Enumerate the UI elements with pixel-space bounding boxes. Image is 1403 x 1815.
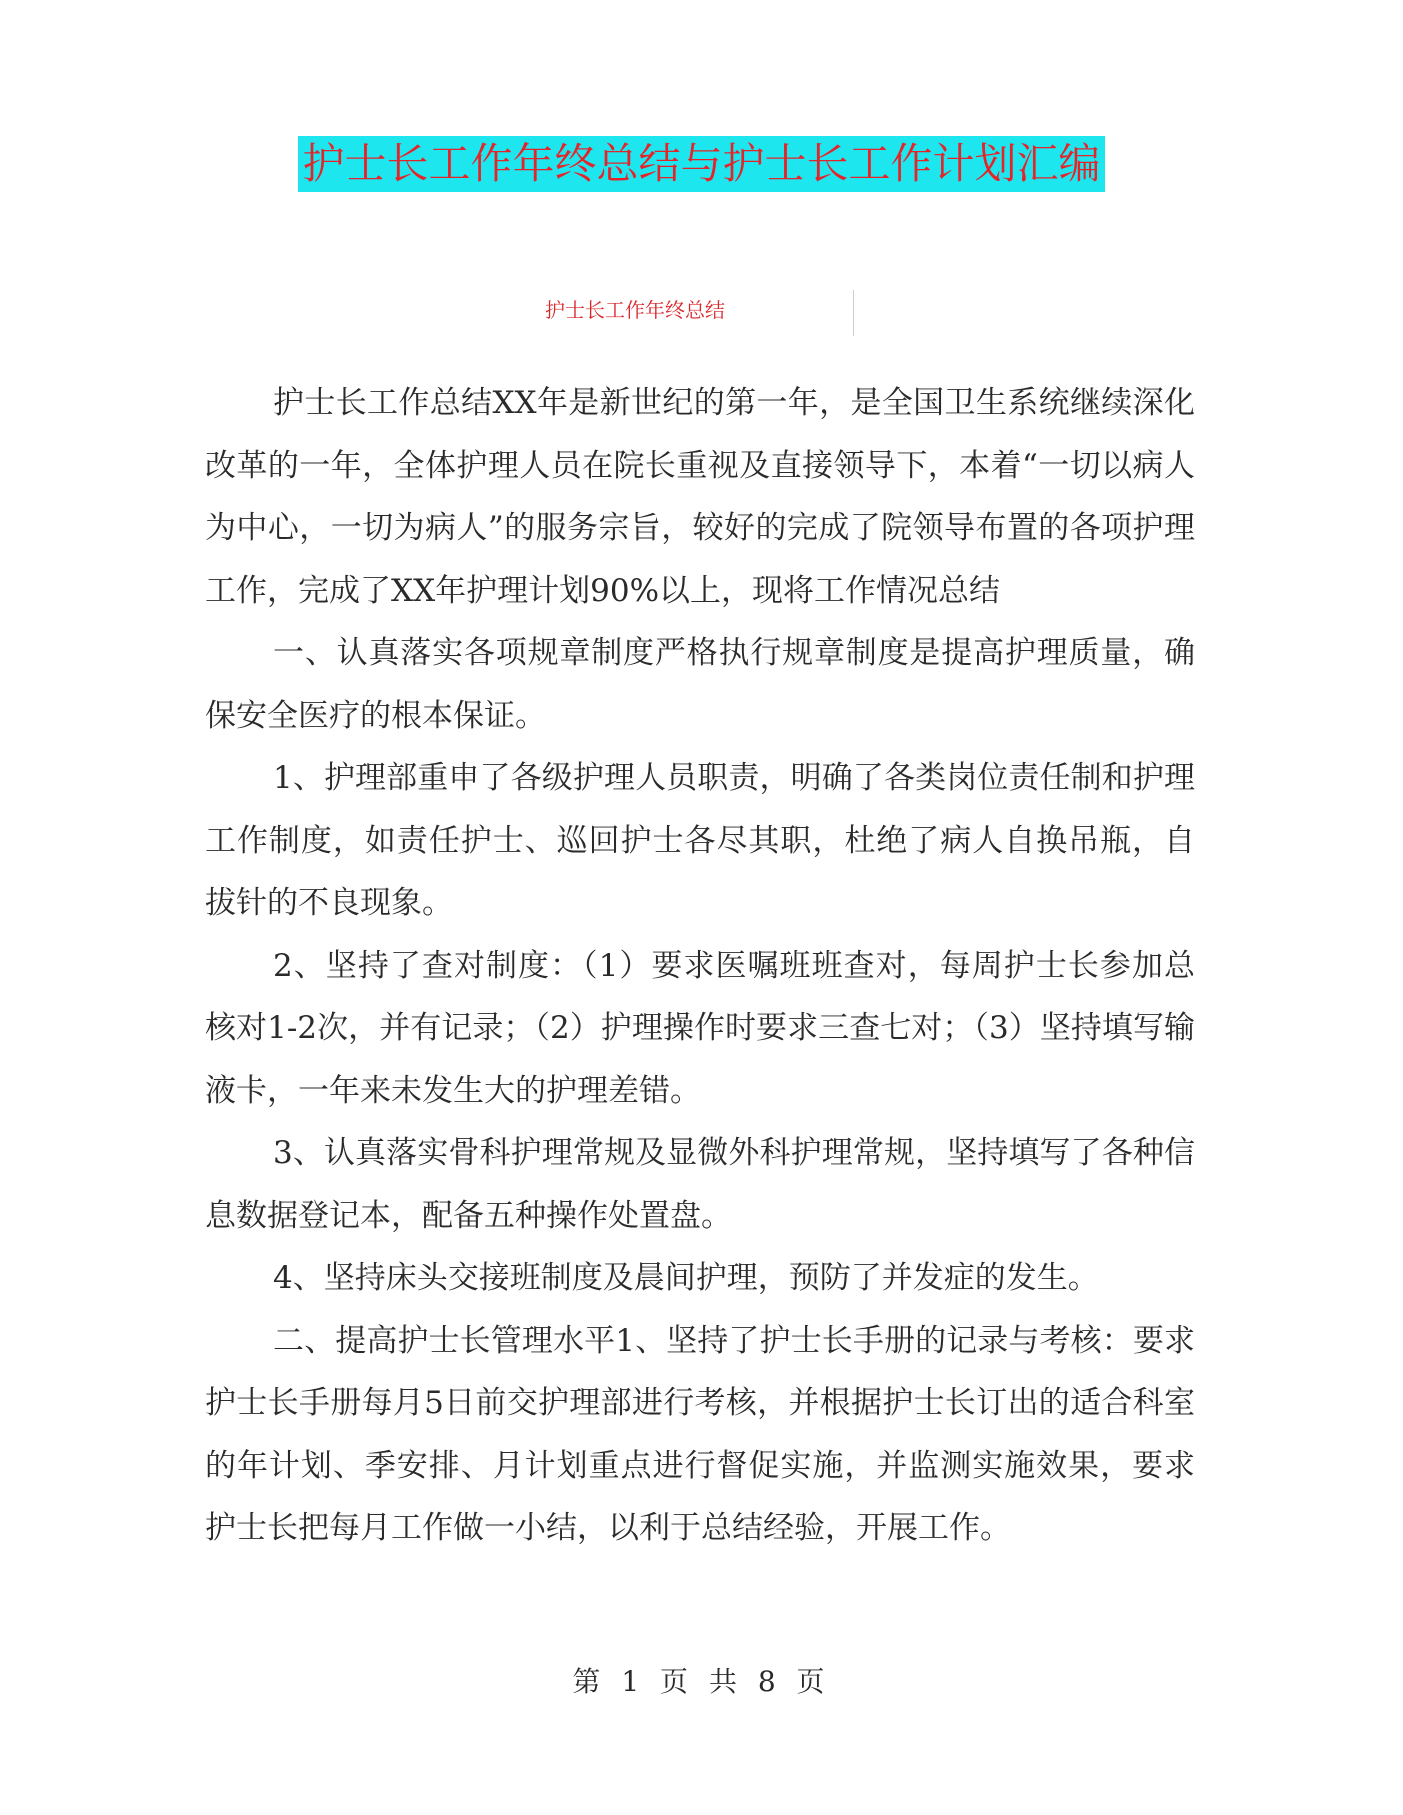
paragraph: 2、坚持了查对制度：（1）要求医嘱班班查对，每周护士长参加总核对1-2次，并有记录；（2）护理操作时要求三查七对；（3）坚持填写输液卡，一年来未发生大的护理差错。: [205, 947, 1195, 1109]
paragraph: 一、认真落实各项规章制度严格执行规章制度是提高护理质量，确保安全医疗的根本保证。: [205, 635, 1195, 734]
paragraph: 4、坚持床头交接班制度及晨间护理，预防了并发症的发生。: [273, 1260, 1099, 1296]
section-subtitle: 护士长工作年终总结: [545, 298, 725, 322]
title-container: [0, 136, 1403, 192]
paragraph: 护士长工作总结XX年是新世纪的第一年，是全国卫生系统继续深化改革的一年，全体护理人员在院长重视及直接领导下，本着“一切以病人为中心，一切为病人”的服务宗旨，较好的完成了院领导布置的各项护理工作，完成了XX年护理计划90%以上，现将工作情况总结: [205, 385, 1195, 609]
document-title: 护士长工作年终总结与护士长工作计划汇编: [298, 136, 1104, 192]
page-number-footer: 第 1 页 共 8 页: [572, 1665, 831, 1698]
text-cursor: [853, 290, 854, 336]
document-body: [205, 372, 1195, 1560]
paragraph: 1、护理部重申了各级护理人员职责，明确了各类岗位责任制和护理工作制度，如责任护士、巡回护士各尽其职，杜绝了病人自换吊瓶，自拔针的不良现象。: [205, 760, 1195, 921]
paragraph: 二、提高护士长管理水平1、坚持了护士长手册的记录与考核：要求护士长手册每月5日前交护理部进行考核，并根据护士长订出的适合科室的年计划、季安排、月计划重点进行督促实施，并监测实施效果，要求护士长把每月工作做一小结，以利于总结经验，开展工作。: [205, 1322, 1195, 1546]
paragraph: 3、认真落实骨科护理常规及显微外科护理常规，坚持填写了各种信息数据登记本，配备五种操作处置盘。: [205, 1135, 1195, 1234]
